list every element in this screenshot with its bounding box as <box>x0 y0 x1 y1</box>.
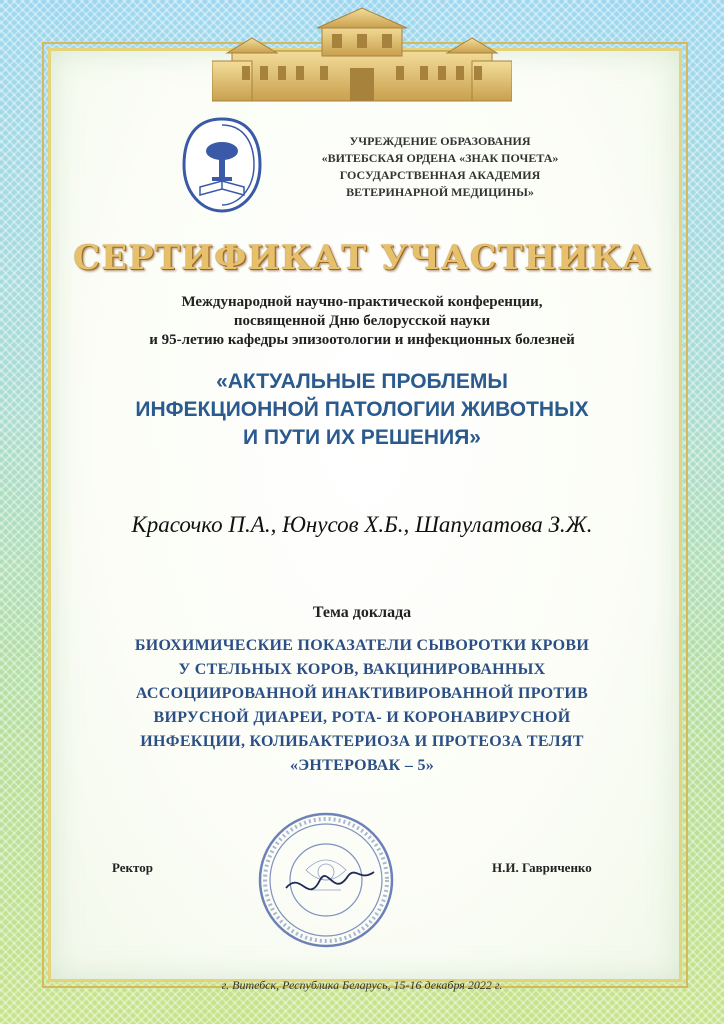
conference-topic <box>0 368 724 452</box>
institution-line-2: «ВИТЕБСКАЯ ОРДЕНА «ЗНАК ПОЧЕТА» <box>321 151 559 165</box>
report-line-3: АССОЦИИРОВАННОЙ ИНАКТИВИРОВАННОЙ ПРОТИВ <box>135 685 589 702</box>
signatory-name: Н.И. Гавриченко <box>492 860 592 875</box>
academy-logo-icon <box>180 115 264 215</box>
report-title <box>0 634 724 778</box>
institution-name <box>290 133 590 201</box>
topic-line-2: ИНФЕКЦИОННОЙ ПАТОЛОГИИ ЖИВОТНЫХ <box>135 398 589 421</box>
conference-description <box>0 293 724 350</box>
report-line-2: У СТЕЛЬНЫХ КОРОВ, ВАКЦИНИРОВАННЫХ <box>178 661 546 678</box>
topic-line-3: И ПУТИ ИХ РЕШЕНИЯ» <box>243 426 481 449</box>
conference-line-2: посвященной Дню белорусской науки <box>233 313 491 329</box>
report-line-1: БИОХИМИЧЕСКИЕ ПОКАЗАТЕЛИ СЫВОРОТКИ КРОВИ <box>134 637 590 654</box>
report-line-5: ИНФЕКЦИИ, КОЛИБАКТЕРИОЗА И ПРОТЕОЗА ТЕЛЯТ <box>140 733 584 750</box>
signatory-role: Ректор <box>112 860 153 875</box>
conference-line-1: Международной научно-практической конференции, <box>181 294 543 310</box>
report-line-4: ВИРУСНОЙ ДИАРЕИ, РОТА- И КОРОНАВИРУСНОЙ <box>153 709 571 726</box>
institution-line-1: УЧРЕЖДЕНИЕ ОБРАЗОВАНИЯ <box>349 134 531 148</box>
topic-line-1: «АКТУАЛЬНЫЕ ПРОБЛЕМЫ <box>216 370 508 393</box>
conference-line-3: и 95-летию кафедры эпизоотологии и инфекционных болезней <box>149 332 575 348</box>
academy-building-illustration <box>212 6 512 106</box>
official-seal-stamp <box>256 810 396 950</box>
institution-header <box>140 115 640 225</box>
participant-authors: Красочко П.А., Юнусов Х.Б., Шапулатова З.Ж. <box>131 512 593 537</box>
report-line-6: «ЭНТЕРОВАК – 5» <box>289 757 435 774</box>
certificate-footer: г. Витебск, Республика Беларусь, 15-16 декабря 2022 г. <box>221 978 503 992</box>
institution-line-3: ГОСУДАРСТВЕННАЯ АКАДЕМИЯ <box>339 168 541 182</box>
certificate-title: СЕРТИФИКАТ УЧАСТНИКА <box>73 238 651 278</box>
institution-line-4: ВЕТЕРИНАРНОЙ МЕДИЦИНЫ» <box>346 185 534 199</box>
report-label: Тема доклада <box>312 604 412 621</box>
